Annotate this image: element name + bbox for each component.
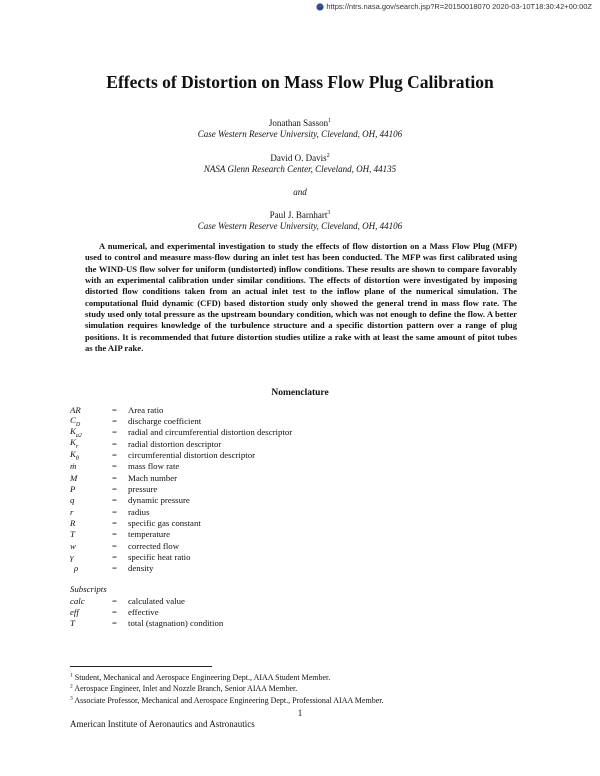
subscripts-heading: Subscripts	[70, 584, 107, 594]
definition: specific heat ratio	[128, 552, 191, 563]
symbol: eff	[70, 607, 79, 618]
definition: Area ratio	[128, 404, 164, 415]
definition: pressure	[128, 484, 158, 495]
nomenclature-heading: Nomenclature	[271, 388, 329, 398]
nomenclature-row: q = dynamic pressure	[70, 495, 520, 506]
paper-title: Effects of Distortion on Mass Flow Plug Calibration	[106, 72, 494, 92]
definition: Mach number	[128, 472, 178, 483]
nomenclature-row: ρ = density	[70, 563, 520, 574]
author-block	[0, 118, 600, 232]
nomenclature-row: w = corrected flow	[70, 540, 520, 551]
symbol: T	[70, 618, 75, 629]
symbol: γ	[70, 552, 74, 563]
symbol: R	[70, 518, 76, 529]
footnote: $^1$ Student, Mechanical and Aerospace Engineering Dept., AIAA Student Member.	[70, 672, 331, 682]
symbol: M	[70, 472, 78, 483]
definition: calculated value	[128, 595, 185, 606]
definition: radial and circumferential distortion descriptor	[128, 427, 293, 438]
symbol: calc	[70, 595, 85, 606]
symbol: ρ	[74, 563, 79, 574]
nomenclature-row: T = temperature	[70, 529, 520, 540]
symbol: $K_r$	[70, 437, 79, 451]
symbol: $K_\theta$	[70, 448, 79, 462]
footnote: $^2$ Aerospace Engineer, Inlet and Nozzle Branch, Senior AIAA Member.	[70, 683, 298, 694]
footnotes	[70, 672, 540, 706]
definition: corrected flow	[128, 540, 180, 551]
author-affiliation: Case Western Reserve University, Cleveland, OH, 44106	[197, 221, 403, 231]
symbol: P	[70, 484, 76, 495]
nomenclature-list	[70, 404, 520, 574]
ntrs-url[interactable]: https://ntrs.nasa.gov/search.jsp?R=20150018070 2020-03-10T18:30:42+00:00Z	[326, 2, 592, 11]
author-affiliation: Case Western Reserve University, Cleveland, OH, 44106	[197, 129, 403, 139]
definition: radius	[128, 506, 150, 517]
symbol: $K_{a2}$	[70, 425, 82, 439]
symbol: $C_D$	[70, 414, 81, 428]
nomenclature-row: $K_\theta$ = circumferential distortion descriptor	[70, 449, 520, 460]
symbol: T	[70, 529, 75, 540]
page-footer: American Institute of Aeronautics and Astronautics	[70, 719, 255, 729]
abstract: A numerical, and experimental investigation to study the effects of flow distortion on a Mass Flow Plug (MFP) used to control and measure mass-flow during an inlet test has been conducted. The MFP was first calibrated using the WIND-US flow solver for uniform (undistorted) inflow conditions. These results are shown to compare favorably with an experimental calibration under similar conditions. The effects of distortion were investigated by imposing distorted flow conditions taken from an actual inlet test to the inflow plane of the numerical simulation. The computational fluid dynamic (CFD) based distortion study only showed the general trend in mass flow rate. The study used only total pressure as the upstream boundary condition, which was not enough to define the flow. A better simulation requires knowledge of the turbulence structure and a specific distortion pattern over a range of plug positions. It is recommended that future distortion studies utilize a rake with at least the same amount of pitot tubes as the AIP rake.	[85, 241, 517, 354]
nasa-ntrs-logo-icon	[316, 3, 324, 11]
footnote-rule	[70, 666, 212, 667]
subscript-row: calc = calculated value	[70, 595, 520, 606]
definition: effective	[128, 607, 159, 618]
ntrs-header-stamp	[316, 2, 592, 11]
nomenclature-row: AR = Area ratio	[70, 404, 520, 415]
definition: temperature	[128, 529, 171, 540]
definition: mass flow rate	[128, 461, 180, 472]
definition: total (stagnation) condition	[128, 618, 224, 629]
author-name: Jonathan Sasson$^1$	[268, 118, 332, 128]
nomenclature-row: P = pressure	[70, 483, 520, 494]
author-affiliation: NASA Glenn Research Center, Cleveland, OH, 44135	[203, 164, 397, 174]
definition: specific gas constant	[128, 518, 201, 529]
symbol: w	[70, 540, 76, 551]
page-number: 1	[297, 708, 303, 718]
definition: circumferential distortion descriptor	[128, 450, 256, 461]
symbol: r	[70, 506, 74, 517]
symbol: AR	[70, 404, 81, 415]
nomenclature-row: M = Mach number	[70, 472, 520, 483]
subscript-row: T = total (stagnation) condition	[70, 618, 520, 629]
definition: dynamic pressure	[128, 495, 190, 506]
author-name: Paul J. Barnhart$^3$	[269, 210, 331, 220]
definition: density	[128, 563, 154, 574]
nomenclature-row: $K_{a2}$ = radial and circumferential distortion descriptor	[70, 427, 520, 438]
nomenclature-row: $C_D$ = discharge coefficient	[70, 415, 520, 426]
author-name: David O. Davis$^2$	[270, 153, 330, 163]
nomenclature-row: ṁ = mass flow rate	[70, 461, 520, 472]
nomenclature-row: γ = specific heat ratio	[70, 551, 520, 562]
nomenclature-row: R = specific gas constant	[70, 517, 520, 528]
nomenclature-row: $K_r$ = radial distortion descriptor	[70, 438, 520, 449]
symbol: q	[70, 495, 75, 506]
definition: discharge coefficient	[128, 416, 202, 427]
subscripts-list	[70, 595, 520, 629]
symbol: ṁ	[70, 461, 77, 472]
nomenclature-row: r = radius	[70, 506, 520, 517]
subscript-row: eff = effective	[70, 606, 520, 617]
footnote: $^3$ Associate Professor, Mechanical and Aerospace Engineering Dept., Professional AIAA Member.	[70, 695, 384, 705]
definition: radial distortion descriptor	[128, 438, 222, 449]
and-separator: and	[293, 187, 307, 197]
